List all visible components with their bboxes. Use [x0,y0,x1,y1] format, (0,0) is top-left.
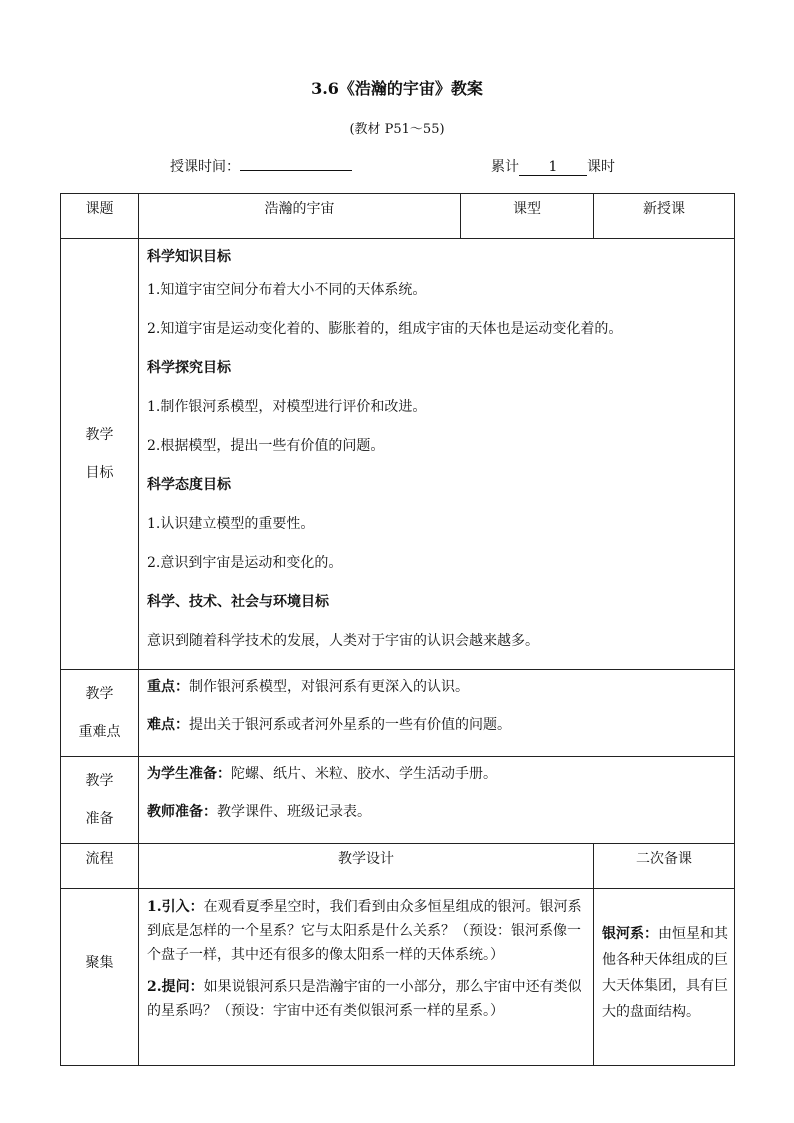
attitude-goal-1: 1.认识建立模型的重要性。 [147,516,315,532]
goals-row [61,239,735,670]
lesson-total [491,156,615,176]
total-label: 累计 [491,159,519,175]
knowledge-goal-1: 1.知道宇宙空间分布着大小不同的天体系统。 [147,282,427,298]
key-points-content [139,670,735,757]
document-subtitle: (教材 P51～55) [349,122,445,137]
student-preparation-text: 陀螺、纸片、米粒、胶水、学生活动手册。 [231,766,497,782]
topic-label: 课题 [61,194,139,239]
preparation-content [139,757,735,844]
knowledge-goal-title: 科学知识目标 [147,249,231,265]
teacher-preparation-text: 教学课件、班级记录表。 [217,804,371,820]
preparation-label-line1: 教学 [85,773,114,789]
type-label: 课型 [461,194,594,239]
student-preparation-label: 为学生准备： [147,766,231,782]
document-title: 3.6《浩瀚的宇宙》教案 [311,79,483,98]
milky-way-note [594,889,735,1066]
key-point-text: 制作银河系模型，对银河系有更深入的认识。 [189,679,469,695]
second-prep-label: 二次备课 [594,844,735,889]
focus-label: 聚集 [61,889,139,1066]
difficult-point [147,700,726,750]
time-label: 授课时间： [170,159,240,175]
preparation-row [61,757,735,844]
knowledge-goal-2: 2.知道宇宙是运动变化着的、膨胀着的，组成宇宙的天体也是运动变化着的。 [147,321,623,337]
inquiry-goal-1: 1.制作银河系模型，对模型进行评价和改进。 [147,399,427,415]
difficult-point-label: 难点： [147,717,189,733]
inquiry-goal-title: 科学探究目标 [147,360,231,376]
teacher-preparation-label: 教师准备： [147,804,217,820]
key-point [147,674,726,700]
attitude-goal-2: 2.意识到宇宙是运动和变化的。 [147,555,343,571]
stse-goal-title: 科学、技术、社会与环境目标 [147,594,329,610]
intro-paragraph [147,895,585,967]
type-value: 新授课 [594,194,735,239]
key-point-label: 重点： [147,679,189,695]
lesson-time [170,156,352,176]
intro-label: 1.引入： [147,899,204,915]
key-points-row [61,670,735,757]
total-unit: 课时 [587,159,615,175]
key-points-label [61,670,139,757]
question-label: 2.提问： [147,979,204,995]
total-value: 1 [519,159,587,176]
design-label: 教学设计 [139,844,594,889]
preparation-label [61,757,139,844]
topic-value: 浩瀚的宇宙 [139,194,461,239]
teacher-preparation [147,787,726,837]
key-points-label-line2: 重难点 [78,724,121,740]
key-points-label-line1: 教学 [85,686,114,702]
focus-content [139,889,594,1066]
student-preparation [147,761,726,787]
goals-label [61,239,139,670]
inquiry-goal-2: 2.根据模型，提出一些有价值的问题。 [147,438,385,454]
attitude-goal-title: 科学态度目标 [147,477,231,493]
question-text: 如果说银河系只是浩瀚宇宙的一小部分，那么宇宙中还有类似的星系吗？（预设：宇宙中还有类似银河系一样的星系。） [147,979,582,1019]
goals-content [139,239,735,670]
note-label: 银河系： [602,926,658,942]
goals-label-line2: 目标 [85,465,114,481]
header-row [61,194,735,239]
time-value [240,170,352,171]
note-text: 由恒星和其他各种天体组成的巨大天体集团，具有巨大的盘面结构。 [602,926,728,1020]
intro-text: 在观看夏季星空时，我们看到由众多恒星组成的银河。银河系到底是怎样的一个星系？它与太阳系是什么关系？（预设：银河系像一个盘子一样，其中还有很多的像太阳系一样的天体系统。） [147,899,582,963]
flow-label: 流程 [61,844,139,889]
lesson-plan-table [60,193,735,1066]
stse-goal-1: 意识到随着科学技术的发展，人类对于宇宙的认识会越来越多。 [147,633,539,649]
difficult-point-text: 提出关于银河系或者河外星系的一些有价值的问题。 [189,717,511,733]
preparation-label-line2: 准备 [85,811,114,827]
question-paragraph [147,975,585,1023]
focus-row [61,889,735,1066]
goals-label-line1: 教学 [85,427,114,443]
flow-header-row [61,844,735,889]
